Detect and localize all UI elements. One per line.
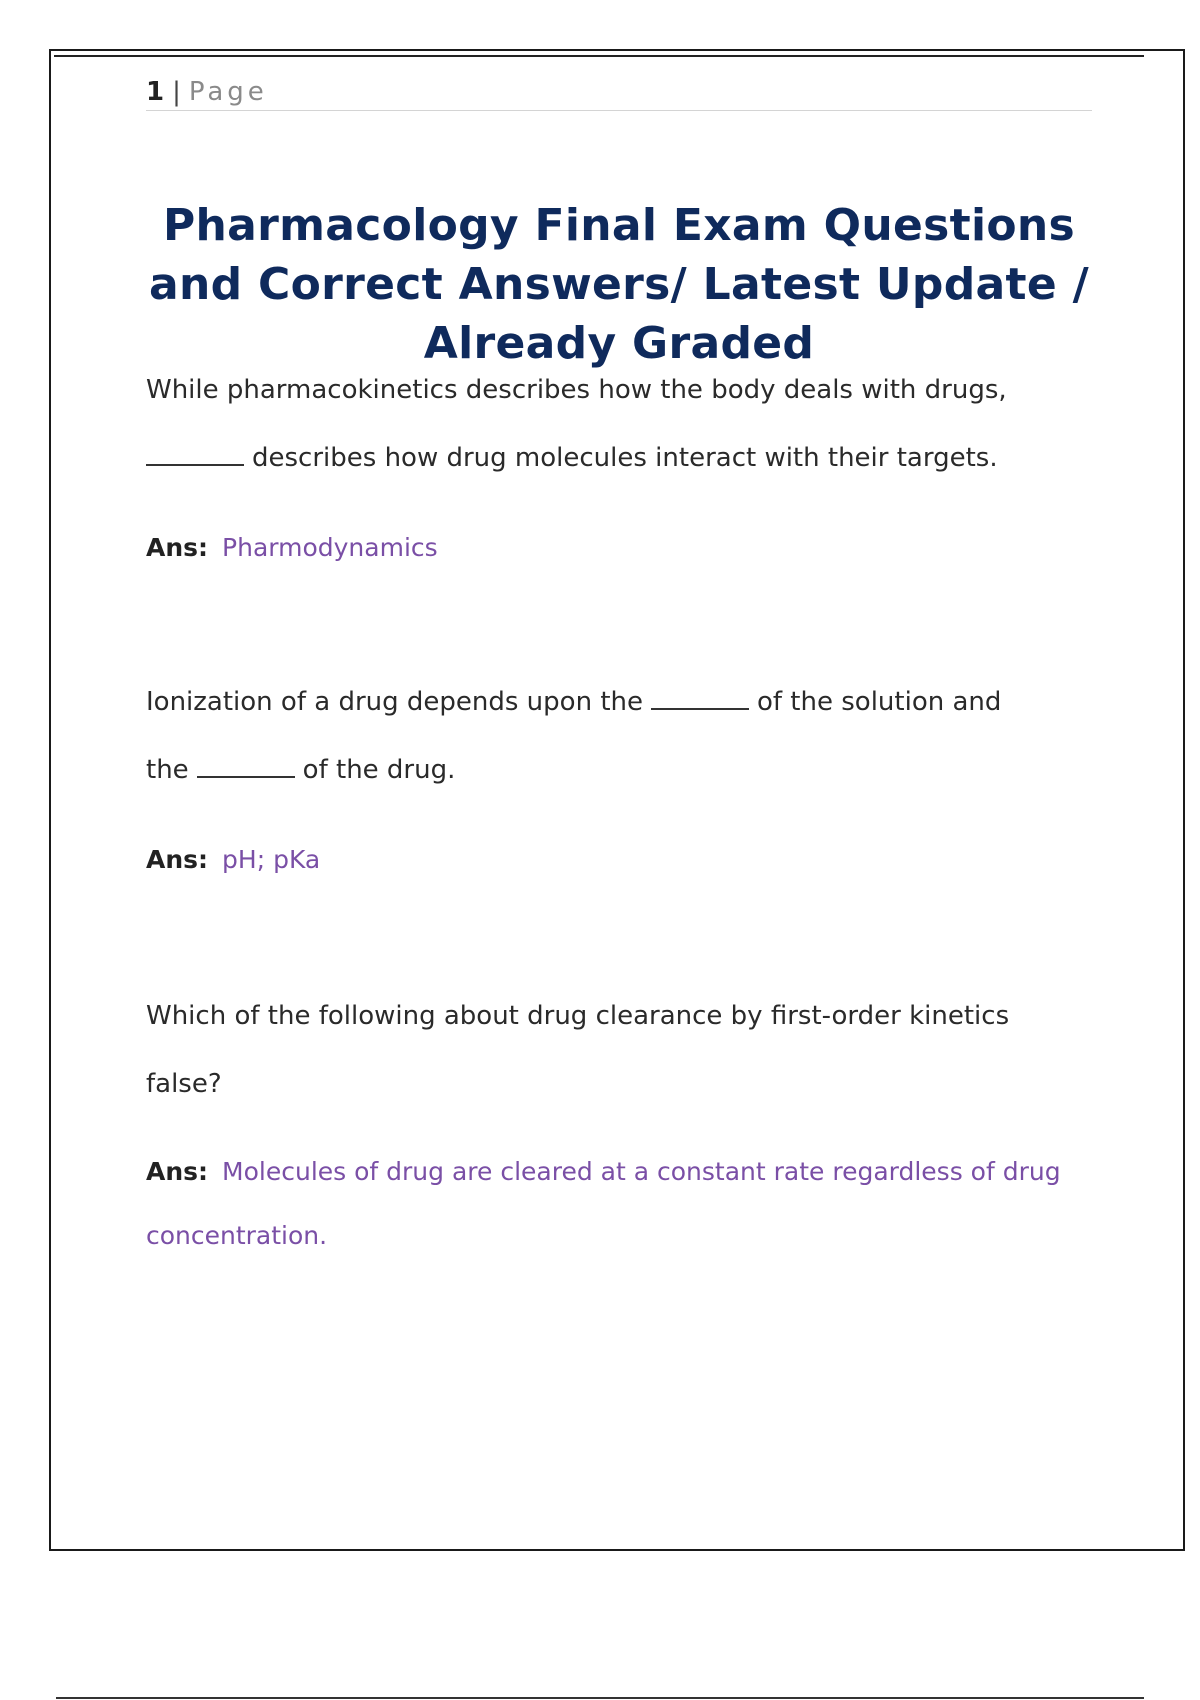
answer-2: [146, 828, 1092, 892]
answer-3: [146, 1140, 1092, 1268]
page-number: 1: [146, 77, 165, 107]
question-2: [146, 668, 1092, 804]
page-header: [146, 74, 1092, 111]
fill-in-blank: [197, 775, 295, 778]
answer-text: Molecules of drug are cleared at a constant rate regardless of drug concentration.: [146, 1157, 1061, 1250]
question-1-line-2-text: describes how drug molecules interact with their targets.: [252, 443, 998, 473]
page-word: Page: [188, 77, 268, 107]
question-2-line-2-start: the: [146, 755, 189, 785]
question-1-line-1: While pharmacokinetics describes how the body deals with drugs,: [146, 375, 1007, 405]
question-1: [146, 356, 1092, 492]
question-2-line-2: [146, 736, 1092, 804]
bottom-rule: [56, 1697, 1144, 1699]
question-3-line-2: false?: [146, 1069, 222, 1099]
question-3-line-1: Which of the following about drug clearance by first-order kinetics: [146, 1001, 1010, 1031]
fill-in-blank: [651, 707, 749, 710]
answer-label: Ans:: [146, 845, 209, 874]
question-2-line-2-end: of the drug.: [302, 755, 456, 785]
question-2-line-1: [146, 668, 1092, 736]
answer-label: Ans:: [146, 533, 209, 562]
question-2-line-1-end: of the solution and: [756, 687, 1002, 717]
header-separator: |: [172, 77, 181, 107]
answer-text: pH; pKa: [222, 845, 321, 874]
question-2-line-1-start: Ionization of a drug depends upon the: [146, 687, 643, 717]
question-3: [146, 982, 1092, 1118]
document-title: Pharmacology Final Exam Questions and Correct Answers/ Latest Update / Already Graded: [149, 200, 1089, 369]
answer-label: Ans:: [146, 1157, 209, 1186]
top-rule: [54, 55, 1144, 57]
question-1-line-2: [146, 424, 1092, 492]
fill-in-blank: [146, 463, 244, 466]
answer-text: Pharmodynamics: [222, 533, 438, 562]
answer-1: [146, 516, 1092, 580]
